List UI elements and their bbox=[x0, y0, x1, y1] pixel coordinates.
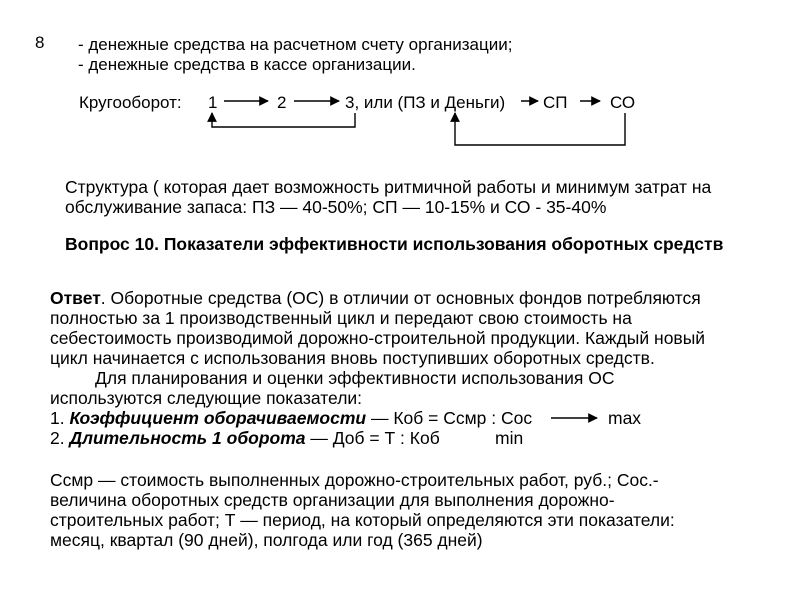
indicator-turnover-target: max bbox=[608, 408, 642, 428]
indicator-duration-target: min bbox=[495, 428, 524, 448]
answer-line-3: себестоимость производимой дорожно-строительной продукции. Каждый новый bbox=[50, 328, 706, 348]
cycle-step-sp: СП bbox=[543, 93, 568, 112]
loop-3-to-1 bbox=[212, 113, 355, 127]
loop-so-to-3 bbox=[455, 113, 625, 145]
cycle-step-so: СО bbox=[610, 93, 636, 112]
structure-line-2: обслуживание запаса: ПЗ — 40-50%; СП — 10-15% и СО - 35-40% bbox=[65, 197, 607, 217]
cycle-step-2: 2 bbox=[277, 93, 287, 112]
cycle-label: Кругооборот: bbox=[79, 93, 182, 112]
cycle-step-3: 3, или (ПЗ и Деньги) bbox=[345, 93, 506, 112]
indicator-turnover bbox=[50, 408, 532, 428]
note-line-4: месяц, квартал (90 дней), полгода или год (365 дней) bbox=[50, 530, 483, 550]
answer-line-2: полностью за 1 производственный цикл и передают свою стоимость на bbox=[50, 308, 632, 328]
indicator-formula: — Доб = Т : Коб bbox=[305, 428, 440, 448]
answer-line-5: Для планирования и оценки эффективности использования ОС bbox=[95, 368, 615, 388]
structure-line-1: Структура ( которая дает возможность ритмичной работы и минимум затрат на bbox=[65, 177, 712, 197]
slide-number: 8 bbox=[35, 33, 45, 52]
indicator-name: Коэффициент оборачиваемости bbox=[69, 408, 367, 428]
answer-line-1-text: . Оборотные средства (ОС) в отличии от основных фондов потребляются bbox=[100, 288, 701, 308]
indicator-number: 2. bbox=[50, 428, 70, 448]
note-line-2: величина оборотных средств организации для выполнения дорожно- bbox=[50, 490, 615, 510]
note-line-3: строительных работ; Т — период, на который определяются эти показатели: bbox=[50, 510, 675, 530]
question-heading: Вопрос 10. Показатели эффективности использования оборотных средств bbox=[65, 234, 724, 254]
answer-line-1 bbox=[50, 288, 701, 308]
list-item-cash-desk: - денежные средства в кассе организации. bbox=[78, 55, 416, 74]
indicator-name: Длительность 1 оборота bbox=[69, 428, 306, 448]
answer-line-6: используются следующие показатели: bbox=[50, 388, 363, 408]
cycle-step-1: 1 bbox=[208, 93, 218, 112]
indicator-duration bbox=[50, 428, 440, 448]
indicator-formula: — Коб = Ссмр : Сос bbox=[366, 408, 533, 428]
note-line-1: Ссмр — стоимость выполненных дорожно-строительных работ, руб.; Сос.- bbox=[50, 470, 659, 490]
indicator-number: 1. bbox=[50, 408, 70, 428]
answer-line-4: цикл начинается с использования вновь поступивших оборотных средств. bbox=[50, 348, 655, 368]
list-item-bank-account: - денежные средства на расчетном счету организации; bbox=[78, 35, 513, 54]
answer-label: Ответ bbox=[50, 288, 101, 308]
